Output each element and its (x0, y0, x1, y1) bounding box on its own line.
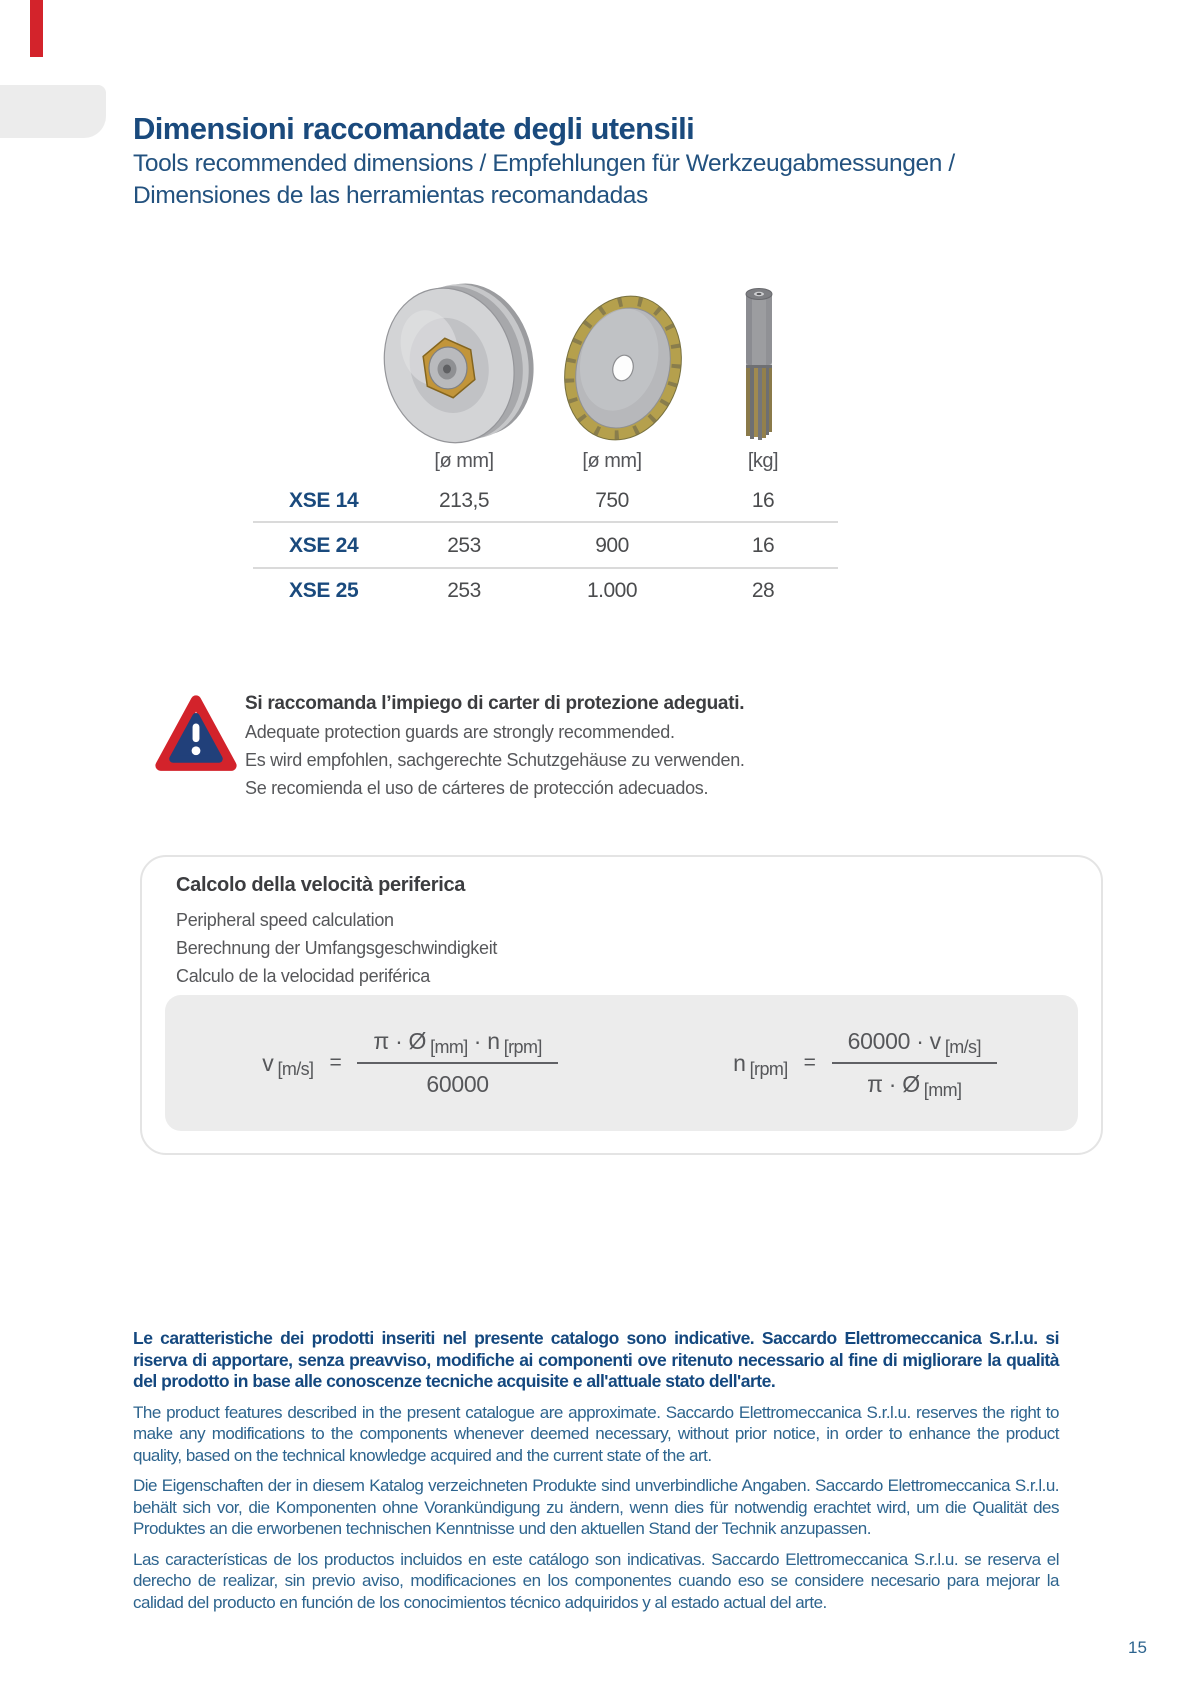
value-diameter-1: 253 (447, 579, 481, 602)
numerator: π · Ø [mm] · n [rpm] (373, 1028, 542, 1057)
page-index-tab (0, 85, 106, 138)
subtitle-line-1: Tools recommended dimensions / Empfehlungen für Werkzeugabmessungen / (133, 150, 955, 177)
value-diameter-2: 900 (595, 534, 629, 557)
speed-box-title: Calcolo della velocità periferica (176, 874, 466, 896)
denominator: π · Ø [mm] (832, 1062, 997, 1098)
formula-strip (165, 995, 1078, 1131)
model-label: XSE 25 (289, 579, 359, 602)
abrasive-roller-image (733, 283, 785, 445)
column-header-weight: [kg] (747, 450, 779, 472)
warning-line-it: Si raccomanda l’impiego di carter di protezione adeguati. (245, 693, 745, 714)
disclaimer-block (133, 1328, 1059, 1622)
row-separator (253, 521, 838, 523)
speed-box-line-en: Peripheral speed calculation (176, 910, 394, 930)
roller-bristles (746, 368, 772, 440)
disclaimer-es: Las características de los productos incluidos en este catálogo son indicativas. Saccardo Elettromeccanica S.r.l.u. se reserva el derecho de realizar, sin previo aviso, modificaciones en los componentes cuando eso se considere necesario para mejorar la calidad del producto en función de los conocimientos técnico adquiridos y al estado actual del arte. (133, 1549, 1059, 1612)
speed-box-subtitles (176, 906, 497, 990)
fraction (832, 1028, 997, 1098)
speed-box-line-de: Berechnung der Umfangsgeschwindigkeit (176, 938, 498, 958)
speed-box-line-es: Calculo de la velocidad periférica (176, 966, 430, 986)
column-header-diameter-2: [ø mm] (582, 450, 642, 472)
warning-triangle-icon (153, 690, 239, 780)
row-separator (253, 567, 838, 569)
model-label: XSE 24 (289, 534, 359, 557)
page-edge-red-mark (30, 0, 43, 57)
denominator: 60000 (357, 1062, 557, 1098)
value-diameter-1: 253 (447, 534, 481, 557)
numerator: 60000 · v [m/s] (847, 1028, 981, 1057)
warning-line-en: Adequate protection guards are strongly recommended. (245, 722, 675, 742)
page-subtitle (133, 148, 1063, 212)
diamond-cutting-disc-image (552, 287, 694, 449)
grinding-wheel-image (372, 280, 538, 448)
value-weight: 16 (751, 534, 775, 557)
equals-sign: = (329, 1051, 342, 1074)
formula-speed (210, 995, 610, 1131)
formula-lhs: n [rpm] (733, 1049, 788, 1079)
warning-line-de: Es wird empfohlen, sachgerechte Schutzgehäuse zu verwenden. (245, 750, 745, 770)
formula-rpm (680, 995, 1050, 1131)
value-weight: 16 (751, 489, 775, 512)
disclaimer-it: Le caratteristiche dei prodotti inseriti nel presente catalogo sono indicative. Saccardo Elettromeccanica S.r.l.u. si riserva di apportare, senza preavviso, modifiche ai componenti ove ritenuto necessario al fine di migliorare la qualità del prodotto in base alle conoscenze tecniche acquisite e all'attuale stato dell'arte. (133, 1328, 1059, 1391)
value-diameter-2: 750 (595, 489, 629, 512)
disclaimer-de: Die Eigenschaften der in diesem Katalog verzeichneten Produkte sind unverbindliche Angaben. Saccardo Elettromeccanica S.r.l.u. behält sich vor, die Komponenten ohne Vorankündigung zu ändern, wenn dies für notwendig erachtet wird, um die Qualität des Produktes an die erworbenen technischen Kenntnisse und den aktuellen Stand der Technik anzupassen. (133, 1476, 1059, 1538)
value-diameter-2: 1.000 (586, 579, 638, 602)
value-weight: 28 (751, 579, 775, 602)
disclaimer-en: The product features described in the present catalogue are approximate. Saccardo Elettromeccanica S.r.l.u. reserves the right to make any modifications to the components whenever deemed necessary, without prior notice, in order to enhance the product quality, based on the technical knowledge acquired and the current state of the art. (133, 1402, 1059, 1465)
warning-text-block (245, 690, 845, 802)
page-title: Dimensioni raccomandate degli utensili (133, 110, 695, 146)
equals-sign: = (803, 1051, 816, 1074)
formula-lhs: v [m/s] (262, 1049, 314, 1079)
fraction (357, 1028, 557, 1098)
subtitle-line-2: Dimensiones de las herramientas recomandadas (133, 182, 648, 209)
value-diameter-1: 213,5 (438, 489, 490, 512)
warning-line-es: Se recomienda el uso de cárteres de protección adecuados. (245, 778, 709, 798)
column-header-diameter-1: [ø mm] (434, 450, 494, 472)
page-number: 15 (1128, 1638, 1147, 1657)
model-label: XSE 14 (289, 489, 359, 512)
